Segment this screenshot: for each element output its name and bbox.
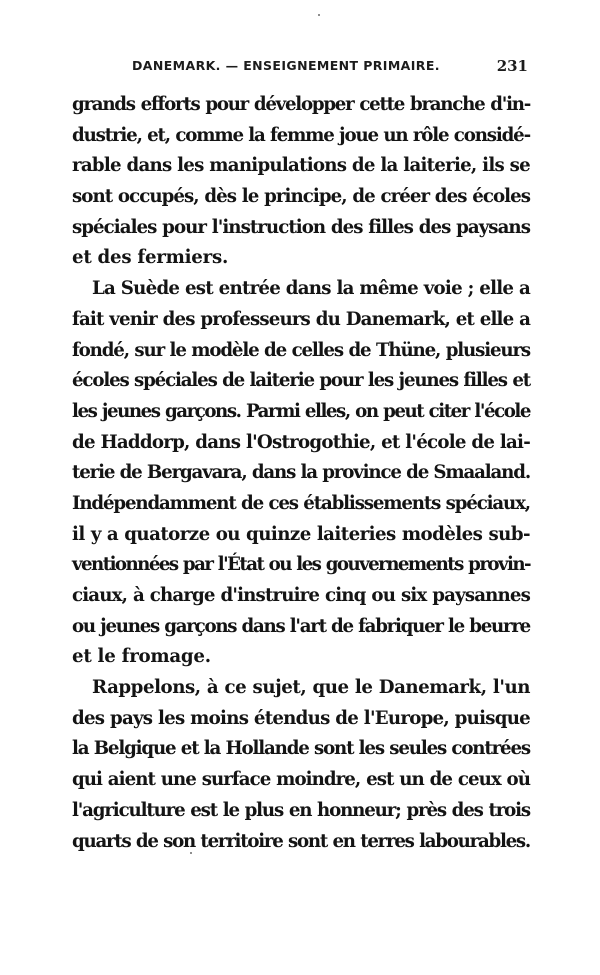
text-line: fait venir des professeurs du Danemark, et elle a: [72, 308, 530, 330]
text-line: fondé, sur le modèle de celles de Thüne, plusieurs: [72, 339, 530, 361]
body-text: [72, 90, 530, 857]
text-line: et des fermiers.: [72, 247, 229, 269]
print-speck: [190, 852, 192, 854]
text-line: qui aient une surface moindre, est un de ceux où: [72, 769, 530, 791]
text-line: l'agriculture est le plus en honneur; près des trois: [72, 799, 530, 821]
text-line: écoles spéciales de laiterie pour les jeunes filles et: [72, 370, 530, 392]
text-line: des pays les moins étendus de l'Europe, puisque: [72, 707, 530, 729]
text-line: sont occupés, dès le principe, de créer des écoles: [72, 186, 530, 208]
text-line: quarts de son territoire sont en terres labourables.: [72, 830, 530, 852]
text-line: terie de Bergavara, dans la province de Smaaland.: [72, 462, 530, 484]
paragraph: [72, 90, 530, 274]
running-head-title: DANEMARK. — ENSEIGNEMENT PRIMAIRE.: [132, 58, 440, 73]
text-line: La Suède est entrée dans la même voie ; elle a: [92, 278, 530, 300]
paragraph: [72, 274, 530, 673]
text-line: les jeunes garçons. Parmi elles, on peut citer l'école: [72, 400, 530, 422]
text-line: la Belgique et la Hollande sont les seules contrées: [72, 738, 530, 760]
text-line: Rappelons, à ce sujet, que le Danemark, l'un: [92, 677, 530, 699]
text-line: ciaux, à charge d'instruire cinq ou six paysannes: [72, 585, 530, 606]
text-line: spéciales pour l'instruction des filles des paysans: [72, 216, 530, 238]
text-line: de Haddorp, dans l'Ostrogothie, et l'école de lai-: [72, 431, 530, 453]
paragraph: [72, 673, 530, 857]
text-line: ventionnées par l'État ou les gouvernements provin-: [72, 554, 530, 576]
text-line: rable dans les manipulations de la laiterie, ils se: [72, 155, 530, 177]
text-line: grands efforts pour développer cette branche d'in-: [72, 94, 530, 115]
running-head: [124, 56, 528, 76]
text-line: et le fromage.: [72, 646, 211, 668]
text-line: il y a quatorze ou quinze laiteries modèles sub-: [72, 523, 530, 545]
text-line: ou jeunes garçons dans l'art de fabriquer le beurre: [72, 615, 530, 637]
page-number: 231: [496, 57, 528, 75]
text-line: dustrie, et, comme la femme joue un rôle considé-: [72, 124, 530, 146]
text-line: Indépendamment de ces établissements spéciaux,: [72, 492, 530, 514]
print-speck: [318, 14, 320, 16]
